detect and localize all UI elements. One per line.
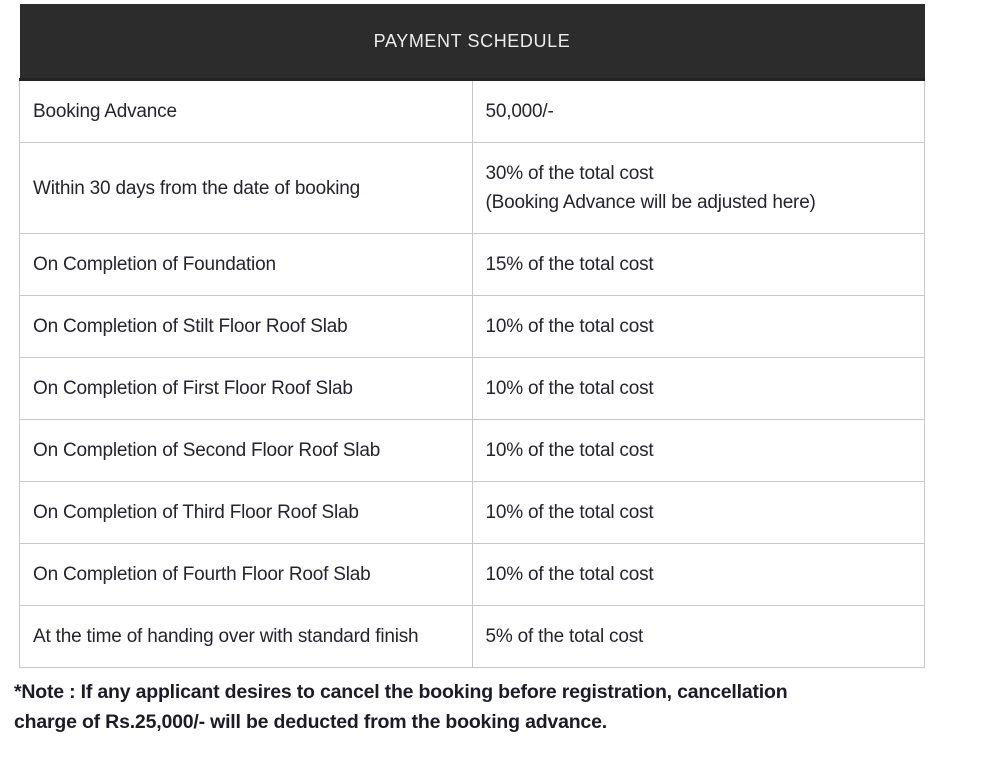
table-row xyxy=(20,358,925,420)
table-row xyxy=(20,482,925,544)
payment-cell: 5% of the total cost xyxy=(472,606,925,668)
payment-cell: 10% of the total cost xyxy=(472,296,925,358)
payment-cell: 10% of the total cost xyxy=(472,482,925,544)
payment-cell: 10% of the total cost xyxy=(472,544,925,606)
table-row xyxy=(20,606,925,668)
payment-cell: 15% of the total cost xyxy=(472,234,925,296)
milestone-cell: On Completion of First Floor Roof Slab xyxy=(20,358,473,420)
payment-amount: 30% of the total cost xyxy=(485,163,654,184)
payment-cell: 10% of the total cost xyxy=(472,420,925,482)
milestone-cell: On Completion of Foundation xyxy=(20,234,473,296)
table-row xyxy=(20,143,925,234)
table-row xyxy=(20,80,925,143)
table-row xyxy=(20,420,925,482)
table-row xyxy=(20,234,925,296)
table-row xyxy=(20,544,925,606)
milestone-cell: On Completion of Second Floor Roof Slab xyxy=(20,420,473,482)
milestone-cell: On Completion of Third Floor Roof Slab xyxy=(20,482,473,544)
payment-note: (Booking Advance will be adjusted here) xyxy=(485,192,816,213)
payment-cell xyxy=(472,143,925,234)
payment-schedule-table xyxy=(19,4,925,668)
table-header-row xyxy=(20,4,925,80)
footnote-line-2: charge of Rs.25,000/- will be deducted from the booking advance. xyxy=(14,711,607,733)
table-row xyxy=(20,296,925,358)
payment-cell: 10% of the total cost xyxy=(472,358,925,420)
table-title: PAYMENT SCHEDULE xyxy=(20,4,925,80)
payment-cell: 50,000/- xyxy=(472,80,925,143)
milestone-cell: On Completion of Fourth Floor Roof Slab xyxy=(20,544,473,606)
footnote-line-1: *Note : If any applicant desires to cancel the booking before registration, cancellation xyxy=(14,681,788,703)
footnote xyxy=(14,677,894,737)
milestone-cell: Within 30 days from the date of booking xyxy=(20,143,473,234)
milestone-cell: On Completion of Stilt Floor Roof Slab xyxy=(20,296,473,358)
milestone-cell: At the time of handing over with standard finish xyxy=(20,606,473,668)
milestone-cell: Booking Advance xyxy=(20,80,473,143)
